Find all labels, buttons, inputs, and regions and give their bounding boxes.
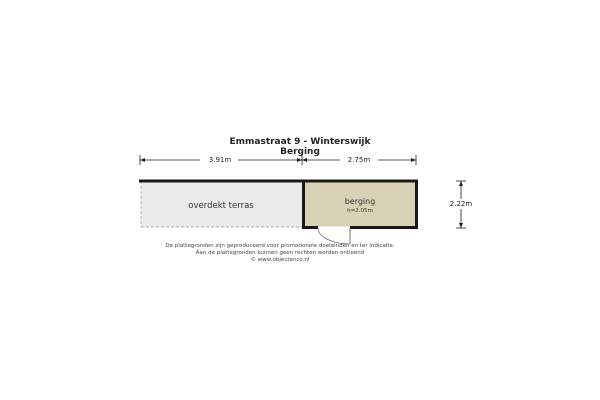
plan-floor-title: Berging	[280, 147, 320, 157]
terrace-width-label: 3.91m	[208, 156, 232, 164]
disclaimer-line-2: Aan de plattegronden kunnen geen rechten worden ontleend	[195, 250, 365, 256]
storage-height-label: h=2.05m	[347, 208, 373, 214]
storage-width-label: 2.75m	[347, 156, 371, 164]
width-dimension-line	[140, 155, 416, 165]
terrace-label: overdekt terras	[188, 201, 254, 211]
depth-label: 2.22m	[449, 200, 473, 208]
disclaimer-line-1: De plattegronden zijn geproduceerd voor promotionele doeleinden en ter indicatie.	[165, 243, 395, 249]
plan-address-title: Emmastraat 9 - Winterswijk	[229, 137, 371, 147]
door-swing	[318, 227, 350, 245]
storage-label: berging	[344, 197, 376, 206]
copyright-line: © www.objectenco.nl	[250, 257, 310, 263]
